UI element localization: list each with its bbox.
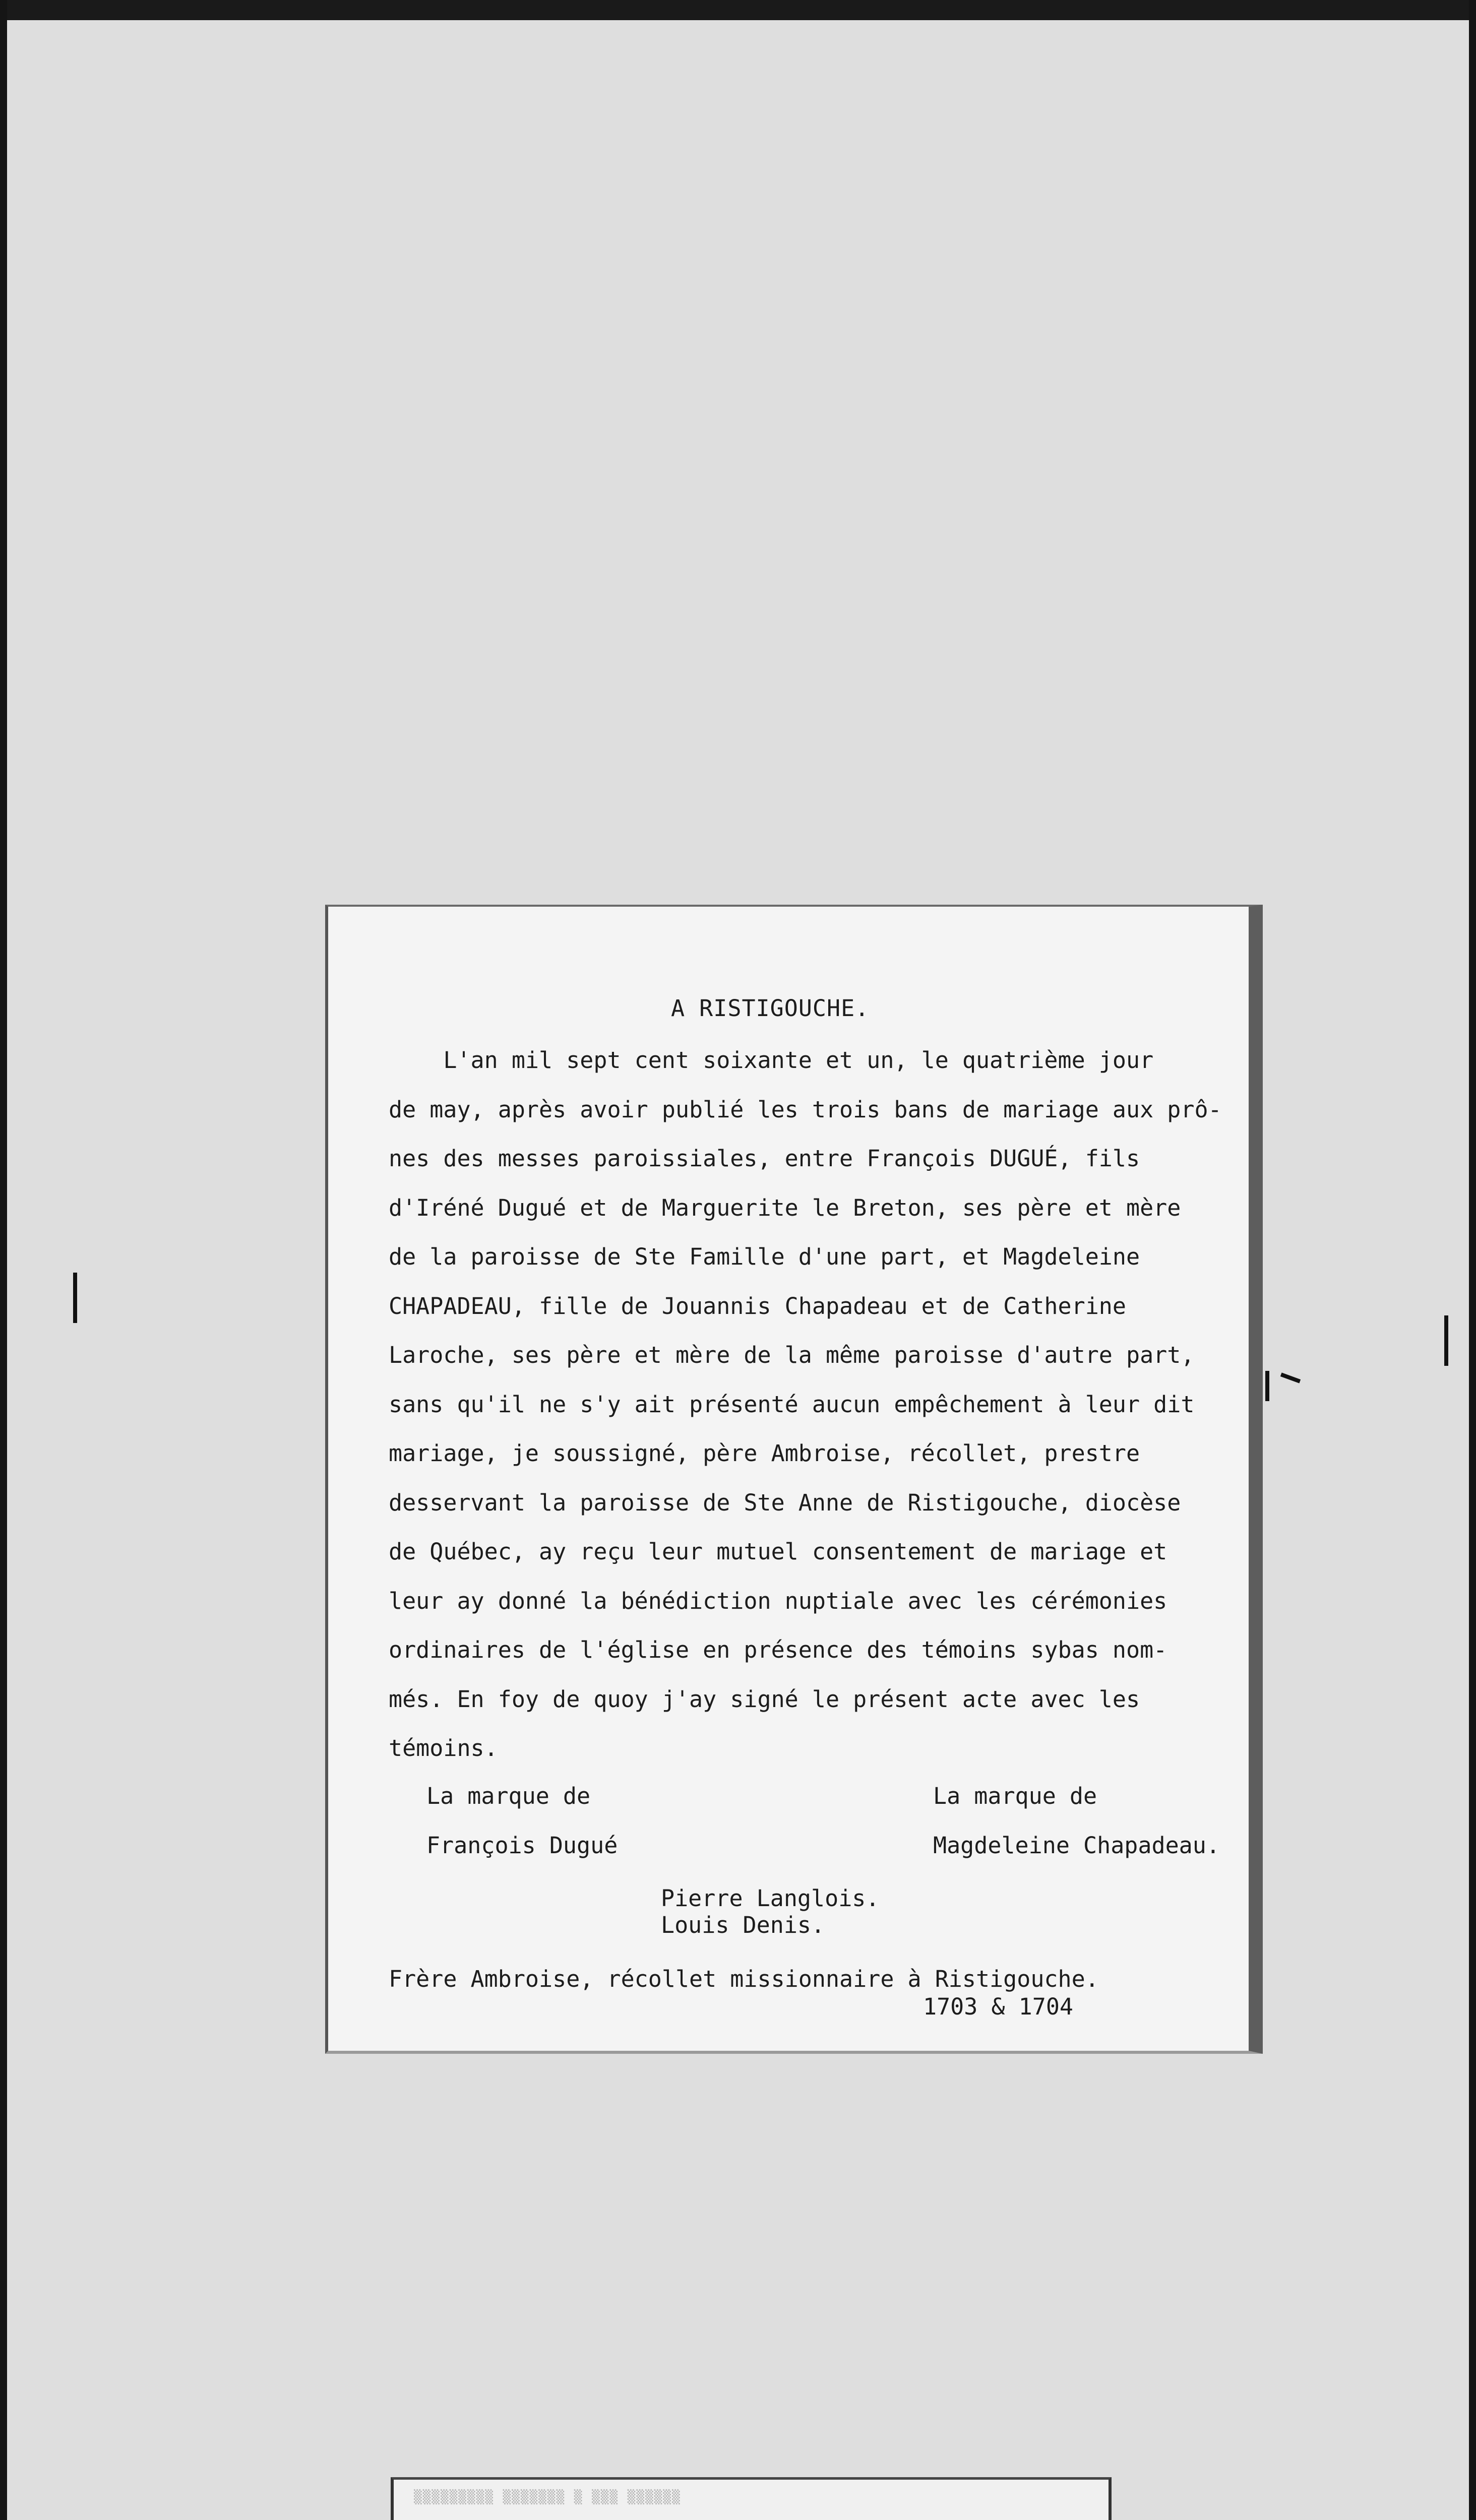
film-top-edge xyxy=(0,0,1476,20)
body-line: témoins. xyxy=(389,1735,498,1761)
document-body xyxy=(328,907,1249,2051)
body-line: sans qu'il ne s'y ait présenté aucun empêchement à leur dit xyxy=(389,1391,1195,1418)
body-line: de Québec, ay reçu leur mutuel consentement de mariage et xyxy=(389,1538,1167,1565)
film-left-edge xyxy=(0,0,7,2520)
body-line: d'Iréné Dugué et de Marguerite le Breton, ses père et mère xyxy=(389,1194,1181,1221)
body-line: ordinaires de l'église en présence des témoins sybas nom- xyxy=(389,1636,1167,1663)
body-line: leur ay donné la bénédiction nuptiale avec les cérémonies xyxy=(389,1588,1167,1614)
body-line: més. En foy de quoy j'ay signé le présent acte avec les xyxy=(389,1686,1140,1713)
bride-name: Magdeleine Chapadeau. xyxy=(933,1832,1220,1859)
document-title: A RISTIGOUCHE. xyxy=(671,995,870,1022)
bride-mark-label: La marque de xyxy=(933,1783,1097,1809)
film-mark xyxy=(1444,1315,1448,1366)
body-line: nes des messes paroissiales, entre François DUGUÉ, fils xyxy=(389,1145,1140,1172)
film-right-edge xyxy=(1469,0,1476,2520)
film-mark xyxy=(1265,1371,1269,1401)
body-line: desservant la paroisse de Ste Anne de Ristigouche, diocèse xyxy=(389,1489,1181,1516)
film-mark xyxy=(73,1273,77,1323)
typed-document-sheet xyxy=(325,905,1263,2054)
faded-label-text: ▒▒▒▒▒▒▒▒▒ ▒▒▒▒▒▒▒ ▒ ▒▒▒ ▒▒▒▒▒▒ xyxy=(414,2490,681,2505)
body-line: mariage, je soussigné, père Ambroise, récollet, prestre xyxy=(389,1440,1140,1467)
faded-label-strip xyxy=(391,2477,1112,2520)
closing-signature: Frère Ambroise, récollet missionnaire à Ristigouche. xyxy=(389,1966,1099,1992)
document-years: 1703 & 1704 xyxy=(923,1993,1074,2020)
body-line: CHAPADEAU, fille de Jouannis Chapadeau et de Catherine xyxy=(389,1293,1126,1319)
body-line: de may, après avoir publié les trois bans de mariage aux prô- xyxy=(389,1096,1222,1123)
witness-1: Pierre Langlois. xyxy=(661,1885,880,1912)
body-line: de la paroisse de Ste Famille d'une part, et Magdeleine xyxy=(389,1243,1140,1270)
body-line: L'an mil sept cent soixante et un, le quatrième jour xyxy=(389,1047,1154,1074)
witness-2: Louis Denis. xyxy=(661,1912,825,1938)
body-line: Laroche, ses père et mère de la même paroisse d'autre part, xyxy=(389,1342,1195,1368)
groom-name: François Dugué xyxy=(426,1832,618,1859)
groom-mark-label: La marque de xyxy=(426,1783,591,1809)
